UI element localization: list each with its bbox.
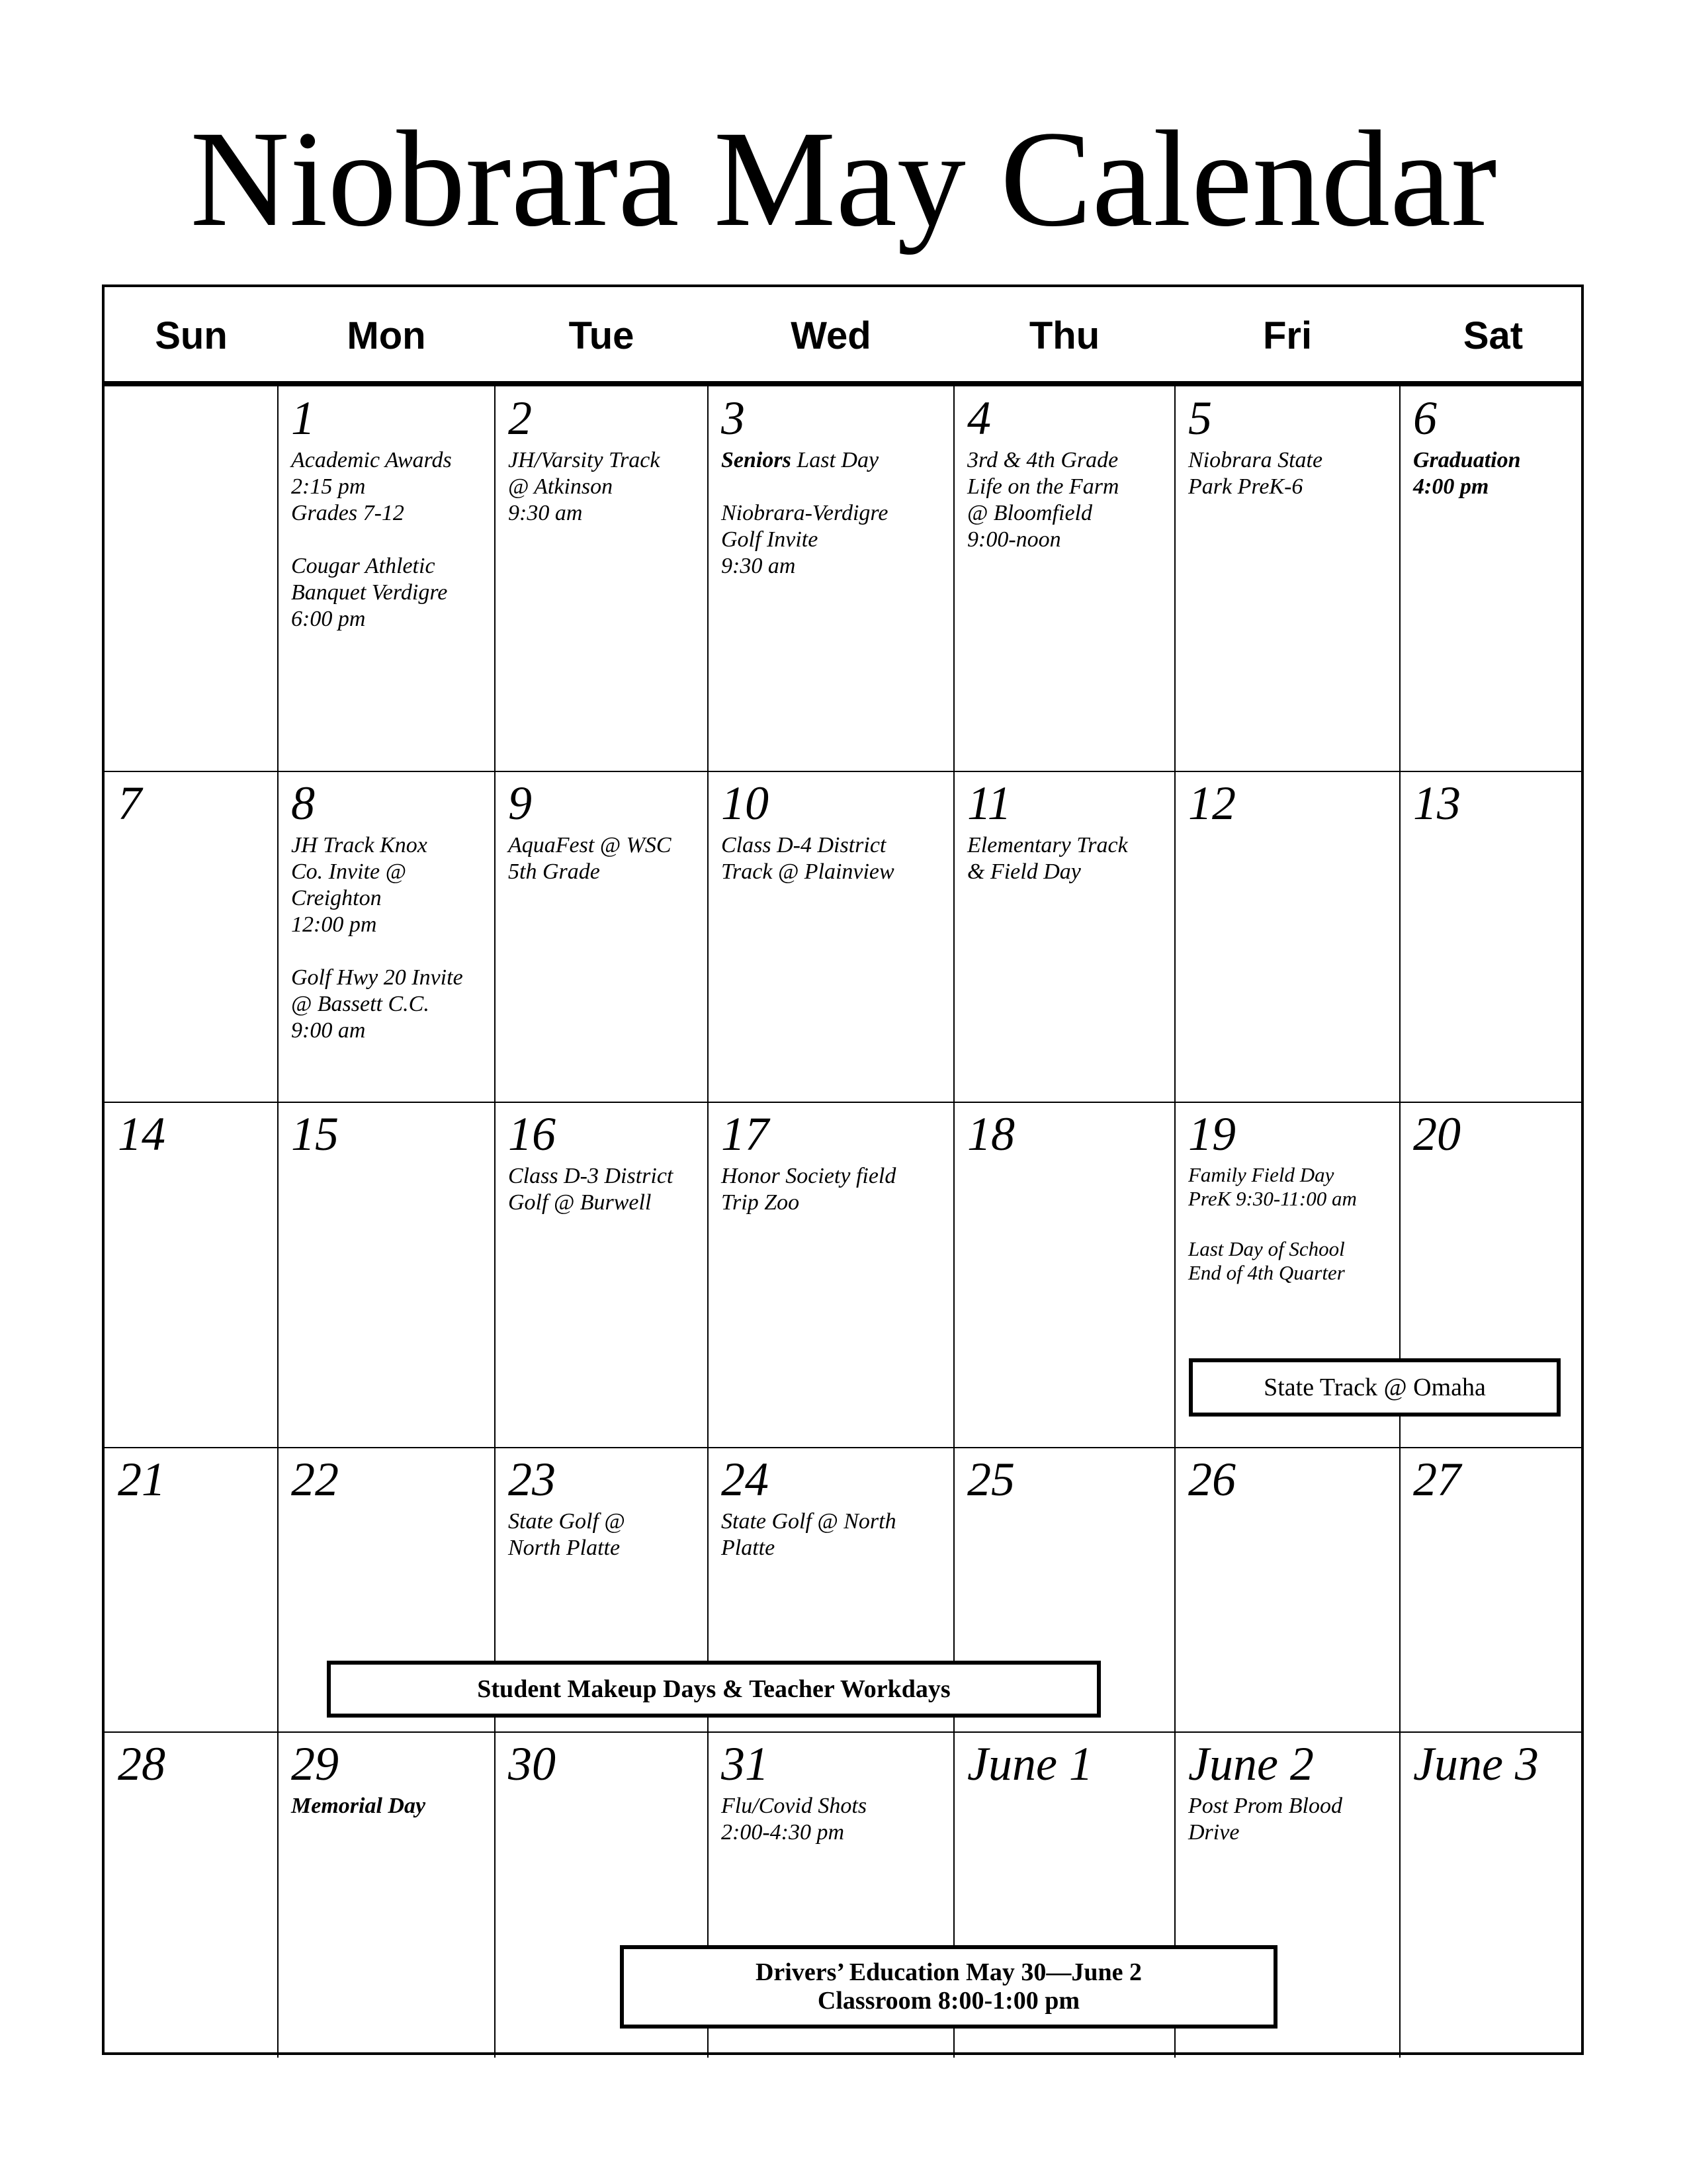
event-text: Honor Society field Trip Zoo — [721, 1164, 896, 1215]
day-events — [291, 447, 482, 633]
day-number: 25 — [967, 1453, 1015, 1506]
day-events — [291, 1793, 482, 1819]
day-events — [508, 1508, 695, 1561]
day-events — [1188, 1163, 1387, 1285]
weekday-sat: Sat — [1463, 314, 1524, 357]
day-number: 23 — [508, 1453, 556, 1506]
drivers-ed-line2: Classroom 8:00-1:00 pm — [817, 1987, 1080, 2015]
day-number: 14 — [118, 1108, 165, 1160]
weekday-tue: Tue — [568, 314, 634, 357]
day-cell — [1175, 1448, 1400, 1732]
event-text: Academic Awards 2:15 pm Grades 7-12 — [291, 448, 452, 525]
day-cell — [954, 386, 1175, 771]
day-number: 1 — [291, 392, 315, 445]
event-spacer — [1188, 1211, 1387, 1237]
event-text: Flu/Covid Shots 2:00-4:30 pm — [721, 1794, 867, 1845]
event-text: State Golf @ North Platte — [721, 1509, 896, 1560]
day-events — [721, 1508, 941, 1561]
day-cell — [954, 1102, 1175, 1448]
day-events — [1413, 447, 1573, 500]
day-number: June 3 — [1413, 1737, 1539, 1790]
weekday-thu: Thu — [1029, 314, 1100, 357]
day-number: 27 — [1413, 1453, 1461, 1506]
drivers-ed-banner — [620, 1945, 1277, 2029]
state-track-banner — [1189, 1358, 1561, 1417]
day-number: 13 — [1413, 777, 1461, 830]
day-cell — [954, 771, 1175, 1102]
day-cell — [708, 386, 954, 771]
event-text: 3rd & 4th Grade Life on the Farm @ Bloomfield 9:00-noon — [967, 448, 1119, 552]
day-number: 20 — [1413, 1108, 1461, 1160]
makeup-days-banner — [327, 1661, 1101, 1718]
event-spacer — [291, 527, 482, 553]
day-number: 16 — [508, 1108, 556, 1160]
day-events — [967, 832, 1162, 885]
event-text: Last Day of School End of 4th Quarter — [1188, 1237, 1345, 1284]
event-emphasis: Seniors — [721, 448, 791, 472]
event-text: Memorial Day — [291, 1794, 426, 1818]
event-text: Niobrara-Verdigre Golf Invite 9:30 am — [721, 501, 888, 578]
calendar-grid — [102, 284, 1584, 2055]
day-number: 9 — [508, 777, 532, 830]
day-cell — [1400, 1732, 1586, 2058]
day-number: 2 — [508, 392, 532, 445]
day-events — [721, 1163, 941, 1216]
day-cell — [1400, 386, 1586, 771]
day-cell — [708, 1102, 954, 1448]
day-cell — [495, 386, 708, 771]
day-cell — [495, 1102, 708, 1448]
event-text: Golf Hwy 20 Invite @ Bassett C.C. 9:00 am — [291, 965, 463, 1043]
day-number: 5 — [1188, 392, 1212, 445]
weekday-mon: Mon — [347, 314, 426, 357]
event-text-rest: Last Day — [791, 448, 879, 472]
day-number: June 1 — [967, 1737, 1093, 1790]
day-events — [508, 1163, 695, 1216]
day-cell — [105, 1732, 278, 2058]
day-number: 26 — [1188, 1453, 1236, 1506]
day-number: 22 — [291, 1453, 339, 1506]
day-number: 7 — [118, 777, 142, 830]
day-events — [967, 447, 1162, 553]
event-spacer — [721, 474, 941, 500]
day-events — [721, 832, 941, 885]
event-text: Elementary Track & Field Day — [967, 833, 1128, 884]
day-number: 24 — [721, 1453, 769, 1506]
event-text: JH Track Knox Co. Invite @ Creighton 12:00 pm — [291, 833, 427, 937]
day-cell — [105, 1102, 278, 1448]
day-events — [721, 447, 941, 580]
event-text: Family Field Day PreK 9:30-11:00 am — [1188, 1163, 1357, 1210]
day-number: 29 — [291, 1737, 339, 1790]
day-cell — [105, 1448, 278, 1732]
drivers-ed-line1: Drivers’ Education May 30—June 2 — [755, 1958, 1143, 1986]
day-cell — [105, 771, 278, 1102]
day-number: 28 — [118, 1737, 165, 1790]
event-text: Cougar Athletic Banquet Verdigre 6:00 pm — [291, 554, 448, 631]
makeup-days-text: Student Makeup Days & Teacher Workdays — [477, 1675, 951, 1703]
event-text: Niobrara State Park PreK-6 — [1188, 448, 1323, 499]
day-number: 18 — [967, 1108, 1015, 1160]
day-events — [721, 1793, 941, 1846]
day-number: 15 — [291, 1108, 339, 1160]
day-number: 10 — [721, 777, 769, 830]
day-events — [1188, 447, 1387, 500]
day-number: 12 — [1188, 777, 1236, 830]
event-spacer — [291, 938, 482, 965]
day-cell — [495, 771, 708, 1102]
day-cell — [105, 386, 278, 771]
day-cell — [1400, 771, 1586, 1102]
event-text: Class D-4 District Track @ Plainview — [721, 833, 894, 884]
weekday-fri: Fri — [1262, 314, 1313, 357]
day-cell — [278, 771, 495, 1102]
day-number: 21 — [118, 1453, 165, 1506]
day-number: 8 — [291, 777, 315, 830]
day-number: 11 — [967, 777, 1012, 830]
event-text: Post Prom Blood Drive — [1188, 1794, 1342, 1845]
event-text: JH/Varsity Track @ Atkinson 9:30 am — [508, 448, 660, 525]
day-cell — [1175, 771, 1400, 1102]
day-number: 4 — [967, 392, 991, 445]
day-number: 6 — [1413, 392, 1437, 445]
event-text: State Golf @ North Platte — [508, 1509, 625, 1560]
day-cell — [1175, 386, 1400, 771]
day-number: June 2 — [1188, 1737, 1314, 1790]
day-events — [291, 832, 482, 1044]
day-cell — [278, 386, 495, 771]
day-events — [1188, 1793, 1387, 1846]
day-events — [508, 447, 695, 527]
day-cell — [1400, 1448, 1586, 1732]
event-text: Graduation 4:00 pm — [1413, 448, 1521, 499]
day-number: 31 — [721, 1737, 769, 1790]
day-number: 19 — [1188, 1108, 1236, 1160]
event-text — [721, 447, 941, 474]
page-title: Niobrara May Calendar — [190, 103, 1497, 255]
weekday-sun: Sun — [155, 314, 228, 357]
state-track-text: State Track @ Omaha — [1264, 1374, 1486, 1401]
weekday-wed: Wed — [791, 314, 871, 357]
day-events — [508, 832, 695, 885]
day-cell — [708, 771, 954, 1102]
event-text: Class D-3 District Golf @ Burwell — [508, 1164, 673, 1215]
day-number: 30 — [508, 1737, 556, 1790]
day-number: 3 — [721, 392, 745, 445]
day-number: 17 — [721, 1108, 769, 1160]
day-cell — [278, 1102, 495, 1448]
weekday-header — [105, 287, 1581, 386]
day-cell — [278, 1732, 495, 2058]
event-text: AquaFest @ WSC 5th Grade — [508, 833, 671, 884]
